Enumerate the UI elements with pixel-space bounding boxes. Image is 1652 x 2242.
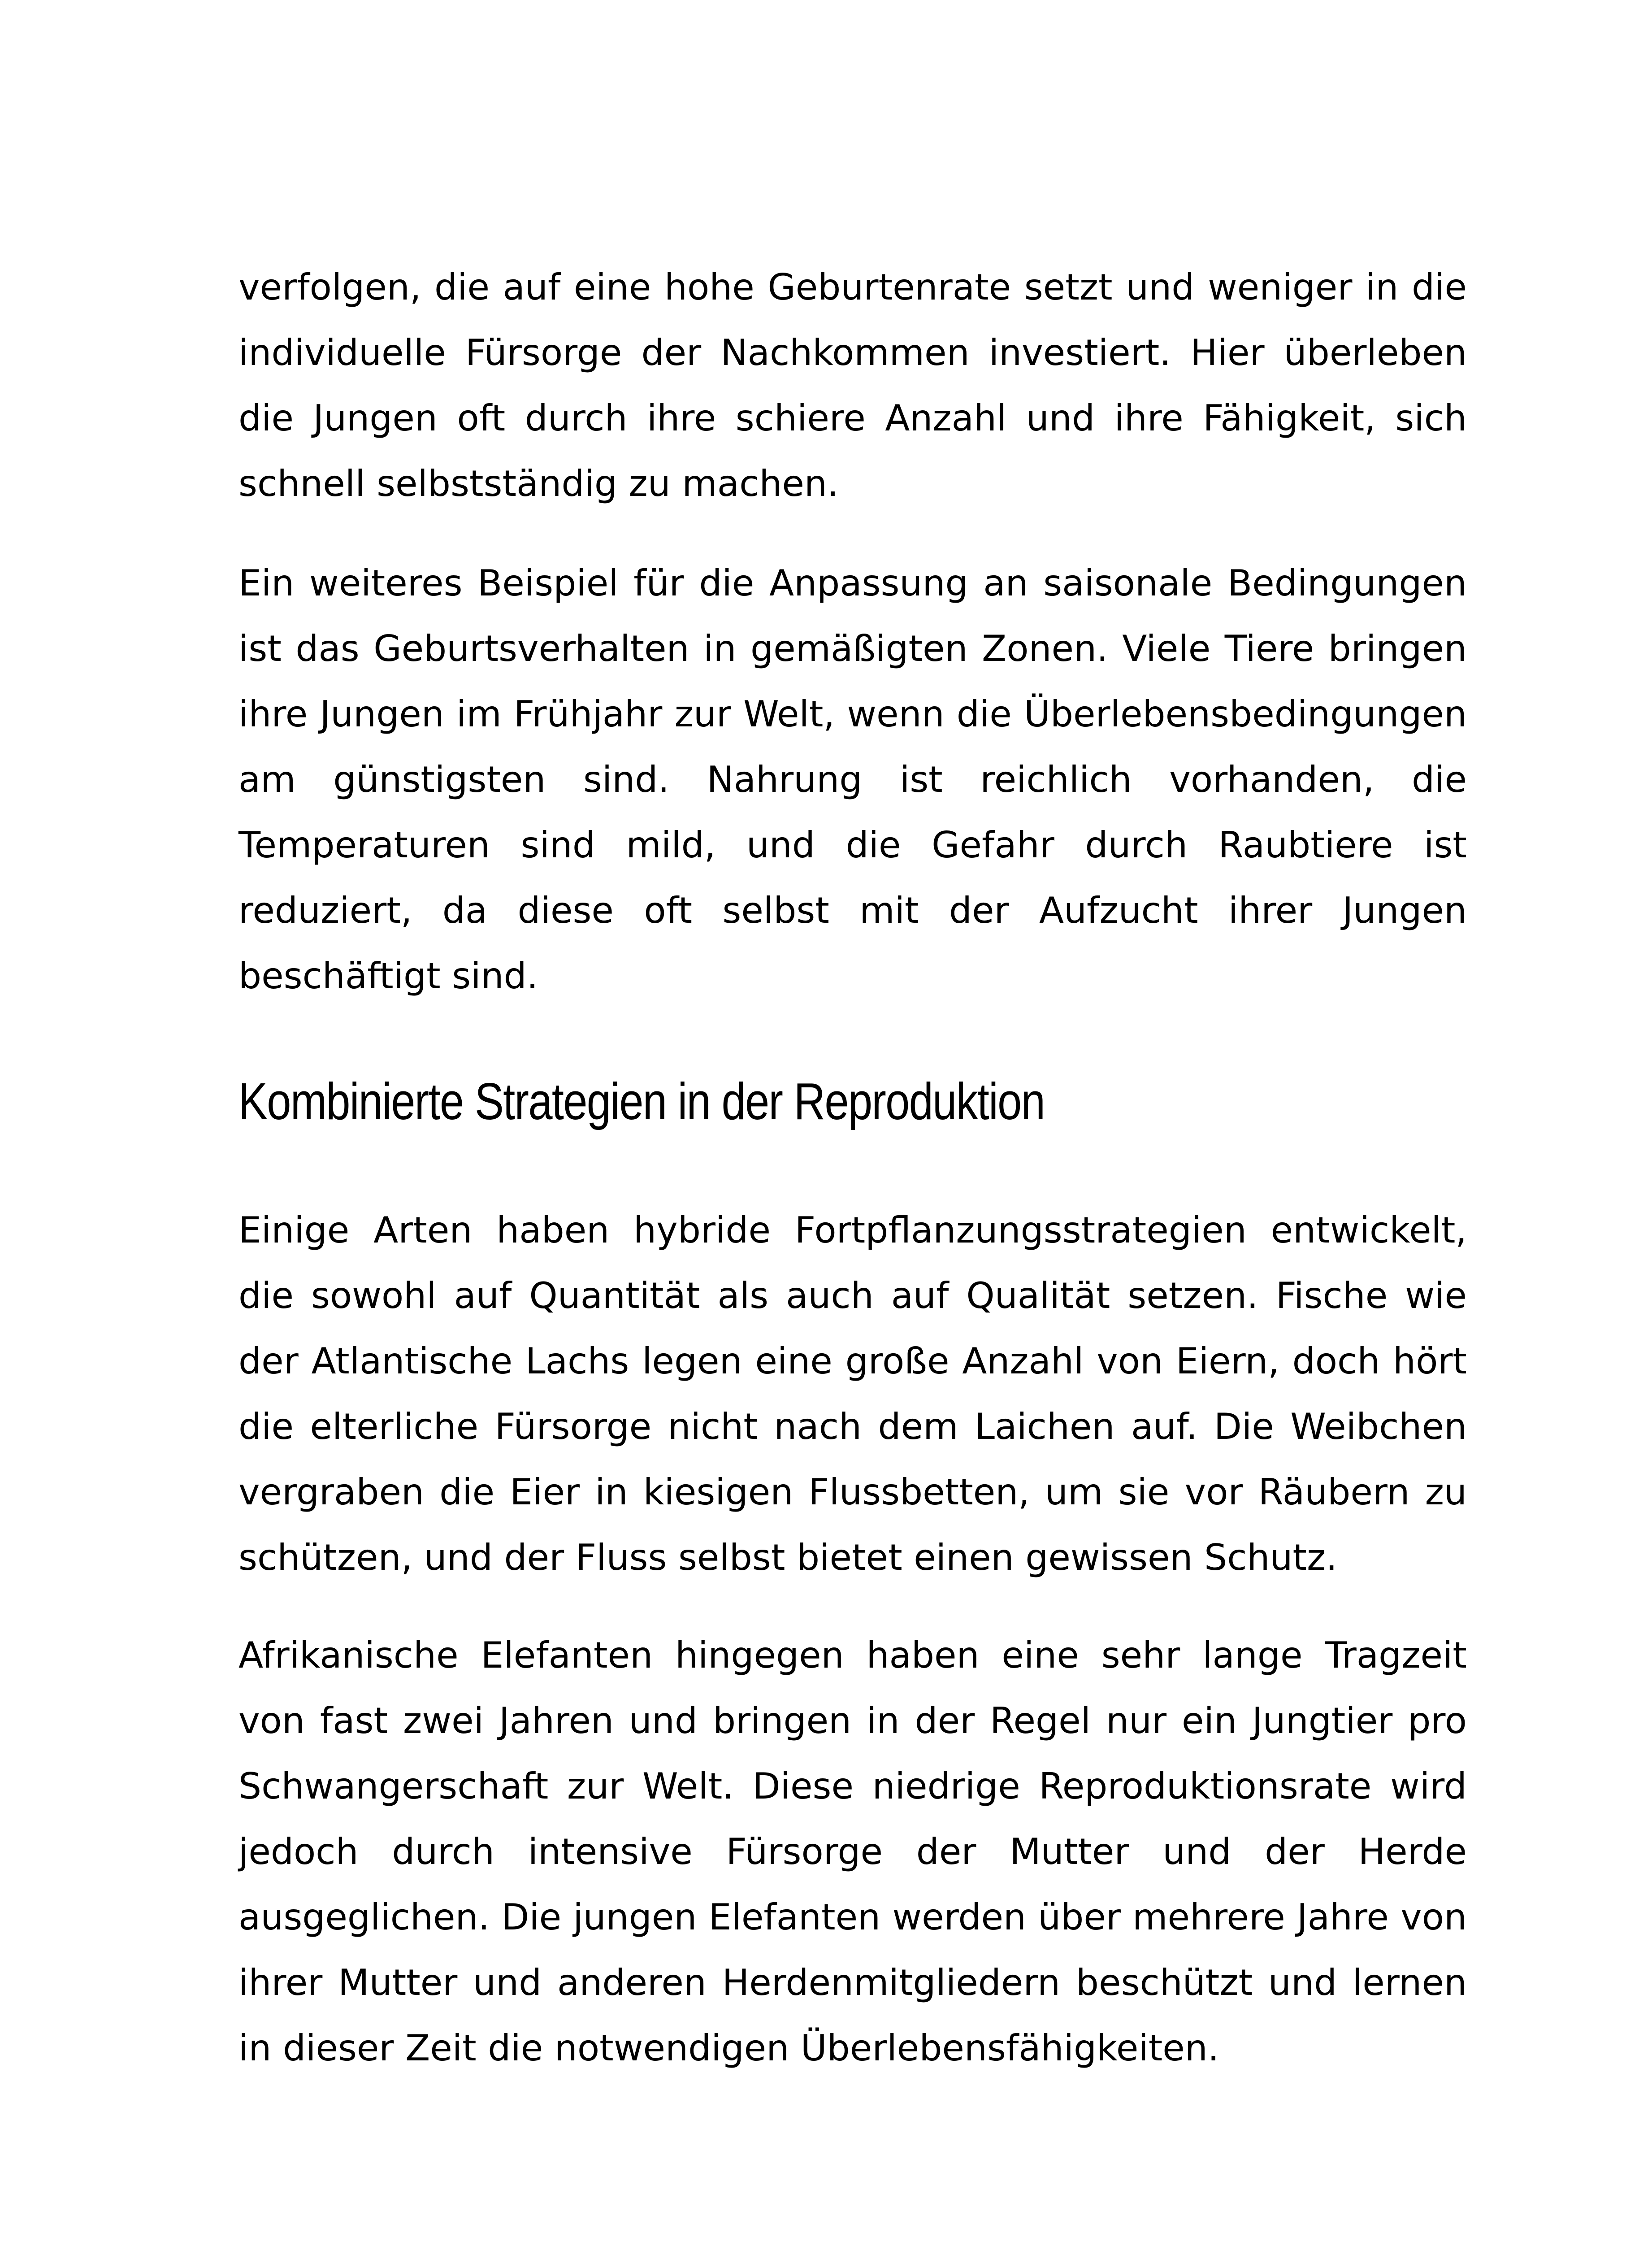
paragraph-4: Afrikanische Elefanten hingegen haben eine sehr lange Tragzeit von fast zwei Jahren und bringen in der Regel nur ein Jungtier pro Schwangerschaft zur Welt. Diese niedrige Reproduktionsrate wird jedoch durch intensive Fürsorge der Mutter und der Herde ausgeglichen. Die jungen Elefanten werden über mehrere Jahre von ihrer Mutter und anderen Herdenmitgliedern beschützt und lernen in dieser Zeit die notwendigen Überlebensfähigkeiten. [238,1634,1467,2069]
paragraph-1: verfolgen, die auf eine hohe Geburtenrate setzt und weniger in die individuelle Fürsorge der Nachkommen investiert. Hier überleben die Jungen oft durch ihre schiere Anzahl und ihre Fähigkeit, sich schnell selbstständig zu machen. [238,266,1467,504]
paragraph-3: Einige Arten haben hybride Fortpflanzungsstrategien entwickelt, die sowohl auf Quantität als auch auf Qualität setzen. Fische wie der Atlantische Lachs legen eine große Anzahl von Eiern, doch hört die elterliche Fürsorge nicht nach dem Laichen auf. Die Weibchen vergraben die Eier in kiesigen Flussbetten, um sie vor Räubern zu schützen, und der Fluss selbst bietet einen gewissen Schutz. [238,1209,1467,1578]
book-page [238,0,1467,2242]
section-heading: Kombinierte Strategien in der Reproduktion [238,1072,1045,1130]
paragraph-2: Ein weiteres Beispiel für die Anpassung an saisonale Bedingungen ist das Geburtsverhalten in gemäßigten Zonen. Viele Tiere bringen ihre Jungen im Frühjahr zur Welt, wenn die Überlebensbedingungen am günstigsten sind. Nahrung ist reichlich vorhanden, die Temperaturen sind mild, und die Gefahr durch Raubtiere ist reduziert, da diese oft selbst mit der Aufzucht ihrer Jungen beschäftigt sind. [238,562,1467,997]
